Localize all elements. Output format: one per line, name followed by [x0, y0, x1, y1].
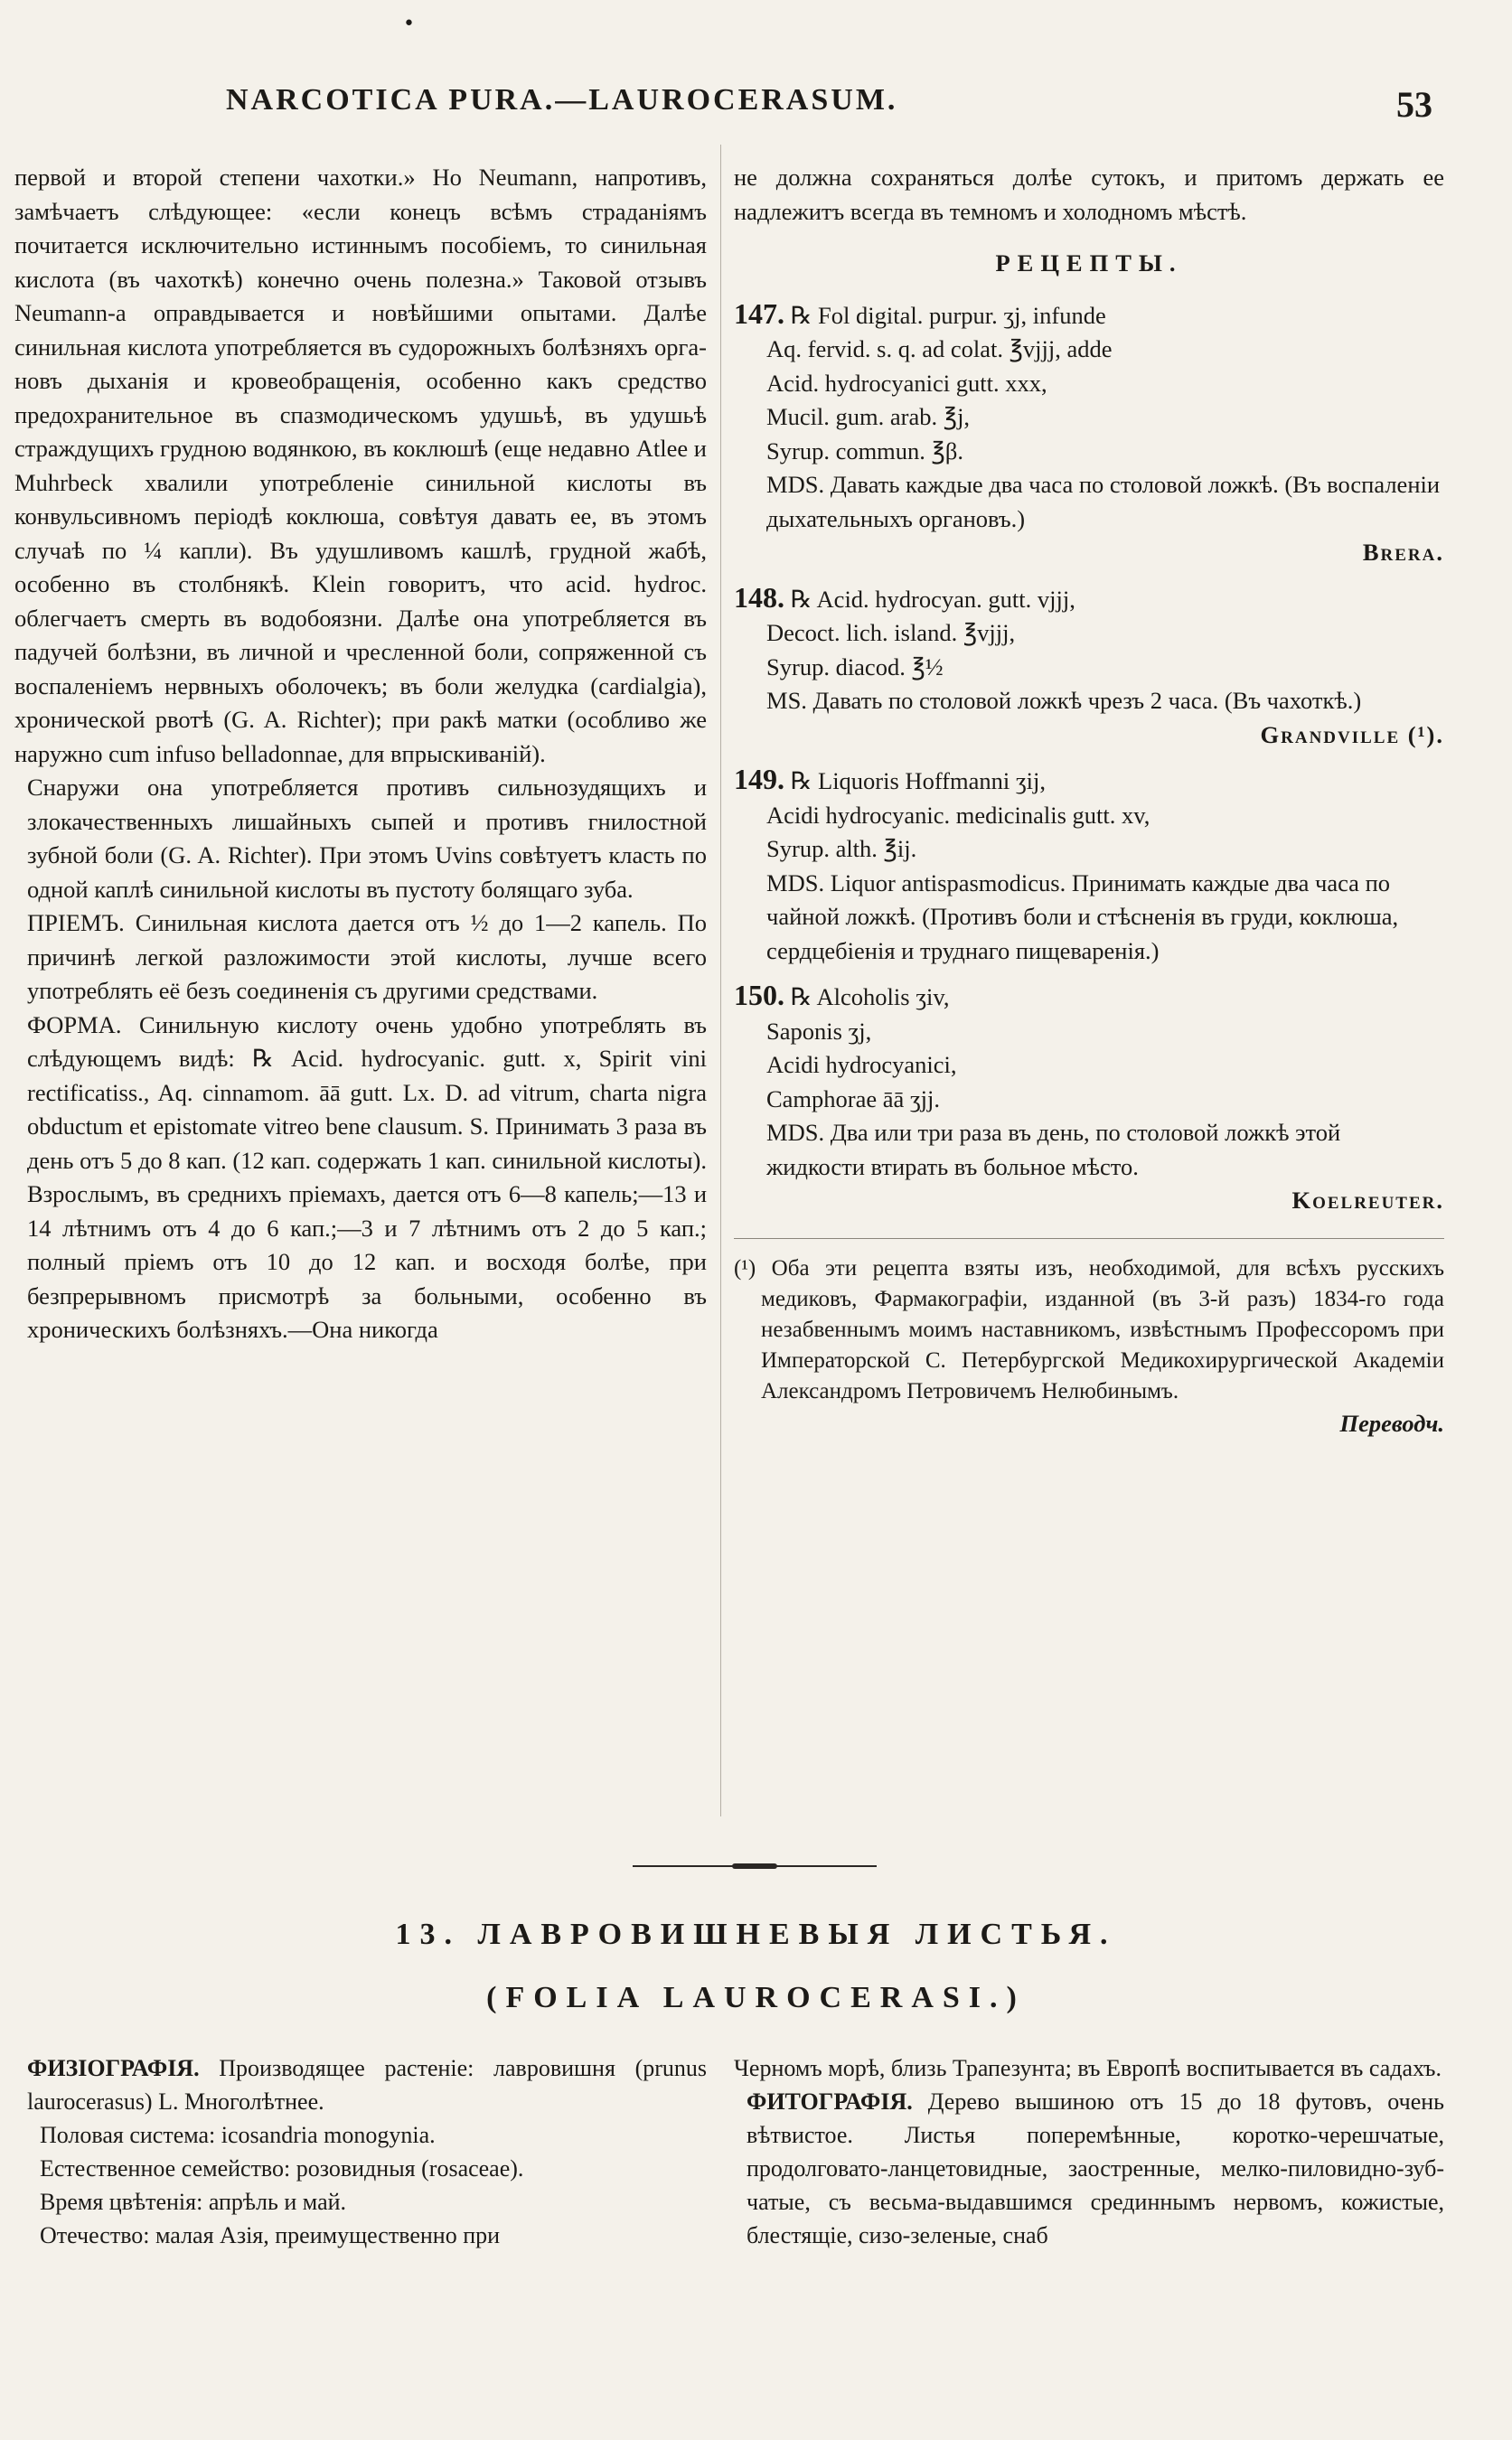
paragraph: Снаружи она употребляется противъ сильнозудящихъ и злокачественныхъ лишайныхъ сыпей и противъ гнилостной зубной боли (G. A. Richter). При этомъ Uvins совѣтуетъ класть по одной каплѣ синильной кислоты въ пустоту болящаго зуба. — [27, 774, 707, 903]
recipe-line: ℞ Fol digital. purpur. ʒj, infunde — [790, 301, 1106, 329]
recipe-line: Acid. hydrocyanici gutt. xxx, — [766, 369, 1047, 397]
recipe-line: Acidi hydrocyanici, — [766, 1051, 957, 1078]
recipe-line: Camphorae āā ʒjj. — [766, 1084, 941, 1112]
footnote-rule — [734, 1238, 1444, 1239]
recipe-line: Acidi hydrocyanic. medicinalis gutt. xv, — [766, 801, 1150, 829]
footnote: (¹) Оба эти рецепта взяты изъ, необходимой, для всѣхъ русскихъ медиковъ, Фармакографіи, изданной (въ 3-й разъ) 1834-го года незабвеннымъ моимъ наставникомъ, извѣстнымъ Профессоромъ при Императорской С. Петербургской Медикохирургической Академіи Александромъ Петровичемъ Нелюбинымъ. — [734, 1255, 1444, 1403]
left-column — [14, 161, 707, 1347]
recipe-line: Mucil. gum. arab. ℥j, — [766, 403, 971, 430]
recipe — [734, 581, 1444, 753]
chapter-title: 13. ЛАВРОВИШНЕВЫЯ ЛИСТЬЯ. — [395, 1918, 1117, 1951]
recipe-line: Syrup. diacod. ℥½ — [766, 652, 944, 680]
phytography-text: Дерево вышиною отъ 15 до 18 футовъ, очень вѣтвистое. Листья поперемѣнные, коротко-черешчатые, продолговато-ланцетовидные, заостренные, мелко-пиловидно-зубчатые, съ весьма-выдавшимся срединнымъ нервомъ, кожистые, блестящіе, сизо-зеленые, снаб — [747, 2088, 1445, 2248]
natural-family-line: Естественное семейство: розовидныя (rosaceae). — [40, 2155, 524, 2182]
bottom-right-column — [734, 2051, 1444, 2252]
recipe-line: MDS. Давать каждые два часа по столовой ложкѣ. (Въ воспаленіи дыхательныхъ органовъ.) — [766, 471, 1441, 532]
ink-dot: • — [403, 13, 415, 35]
recipe-number: 148. — [734, 580, 784, 614]
flowering-time-line: Время цвѣтенія: апрѣль и май. — [40, 2189, 347, 2215]
recipe — [734, 763, 1444, 968]
recipe-author: Brera. — [1362, 539, 1444, 566]
recipe-author: Koelreuter. — [1291, 1187, 1444, 1214]
running-title: NARCOTICA PURA.—LAUROCERASUM. — [226, 83, 898, 117]
ornamental-divider — [633, 1863, 877, 1869]
recipe-line: ℞ Acid. hydrocyan. gutt. vjjj, — [790, 585, 1075, 613]
paragraph: ФОРМА. Синильную кислоту очень удобно употреблять въ слѣдующемъ видѣ: ℞ Acid. hydrocyanic. gutt. x, Spirit vini rectificatiss., Aq. cinnamom. āā gutt. Lx. D. ad vitrum, charta nigra obductum et epistomate vitreo bene clausum. S. Принимать 3 раза въ день отъ 5 до 8 кап. (12 кап. содержать 1 кап. синильной кислоты). Взрослымъ, въ среднихъ пріемахъ, дается отъ 6—8 капель;—13 и 14 лѣтнимъ отъ 4 до 6 кап.;—3 и 7 лѣтнимъ отъ 2 до 5 кап.; полный пріемъ отъ 10 до 12 кап. и восходя болѣе, при безпрерывномъ присмотрѣ за больными, особенно въ хроническихъ болѣзняхъ.—Она никогда — [27, 1010, 707, 1343]
bottom-left-column — [27, 2051, 707, 2252]
physiography-heading: ФИЗІОГРАФІЯ. — [27, 2055, 200, 2081]
section-title: РЕЦЕПТЫ. — [995, 249, 1183, 277]
paragraph: Черномъ морѣ, близь Трапезунта; въ Европѣ воспитывается въ садахъ. — [734, 2055, 1442, 2081]
recipe-line: Syrup. commun. ℥β. — [766, 436, 963, 465]
recipe — [734, 979, 1444, 1218]
recipe-line: ℞ Liquoris Hoffmanni ʒij, — [790, 767, 1046, 794]
homeland-line: Отечество: малая Азія, преимущественно при — [40, 2222, 501, 2248]
phytography-heading: ФИТОГРАФІЯ. — [747, 2088, 913, 2115]
paragraph: первой и второй степени чахотки.» Но Neumann, напротивъ, замѣчаетъ слѣдующее: «если конецъ всѣмъ страданіямъ почитается исключительно истиннымъ пособіемъ, то синильная кислота (въ чахоткѣ) конечно очень полезна.» Таковой отзывъ Neumann-а оправдывается и новѣйшими опытами. Далѣе синильная кислота употребляется въ судорожныхъ болѣзняхъ органовъ дыханія и кровеобращенія, особенно какъ средство предохранительное въ спазмодическомъ удушьѣ, въ удушьѣ страждущихъ грудною водянкою, въ коклюшѣ (еще недавно Atlee и Muhrbeck хвалили употребленіе синильной кислоты въ конвульсивномъ періодѣ коклюша, совѣтуя давать ее, въ этомъ случаѣ по ¼ капли). Въ удушливомъ кашлѣ, грудной жабѣ, особенно въ столбнякѣ. Klein говоритъ, что acid. hydroc. облегчаетъ смерть въ водобоязни. Далѣе она употребляется въ падучей болѣзни, въ личной и чресленной боли, сопряженной съ воспаленіемъ нервныхъ оболочекъ; въ боли желудка (cardialgia), хронической рвотѣ (G. A. Richter); при ракѣ матки (особливо же наружно cum infuso belladonnae, для впрыскиваній). — [14, 164, 707, 767]
paragraph: не должна сохраняться долѣе сутокъ, и притомъ держать ее надлежитъ всегда въ темномъ и холодномъ мѣстѣ. — [734, 164, 1444, 225]
recipe-line: MDS. Два или три раза въ день, по столовой ложкѣ этой жидкости втирать въ больное мѣсто. — [766, 1119, 1341, 1180]
recipe-line: Syrup. alth. ℥ij. — [766, 835, 917, 862]
recipe-author: Grandville (¹). — [1260, 720, 1444, 748]
recipe-line: Decoct. lich. island. ℥vjjj, — [766, 619, 1016, 646]
recipe — [734, 297, 1444, 570]
recipe-line: MS. Давать по столовой ложкѣ чрезъ 2 часа. (Въ чахоткѣ.) — [766, 687, 1362, 714]
recipe-number: 147. — [734, 296, 784, 330]
recipe-line: Saponis ʒj, — [766, 1017, 872, 1045]
recipe-line: Aq. fervid. s. q. ad colat. ℥vjjj, adde — [766, 335, 1113, 362]
recipe-number: 150. — [734, 979, 784, 1011]
paragraph: ПРІЕМЪ. Синильная кислота дается отъ ½ до 1—2 капель. По причинѣ легкой разложимости этой кислоты, лучше всего употреблять её безъ соединенія съ другими средствами. — [27, 909, 707, 1004]
right-column — [734, 161, 1444, 1441]
physiography-text: Производящее растеніе: лавровишня (prunus laurocerasus) L. Многолѣтнее. — [27, 2055, 707, 2115]
translator-note: Переводч. — [1339, 1409, 1444, 1437]
sexual-system-line: Половая система: icosandria monogynia. — [40, 2122, 436, 2148]
recipe-number: 149. — [734, 763, 784, 795]
column-divider — [720, 145, 721, 1816]
recipe-line: MDS. Liquor antispasmodicus. Принимать каждые два часа по чайной ложкѣ. (Противъ боли и стѣсненія въ груди, коклюша, сердцебіенія и труднаго пищеваренія.) — [766, 868, 1399, 964]
recipe-line: ℞ Alcoholis ʒiv, — [790, 983, 950, 1010]
chapter-subtitle: (FOLIA LAUROCERASI.) — [486, 1981, 1026, 2014]
page-number: 53 — [1396, 84, 1432, 125]
